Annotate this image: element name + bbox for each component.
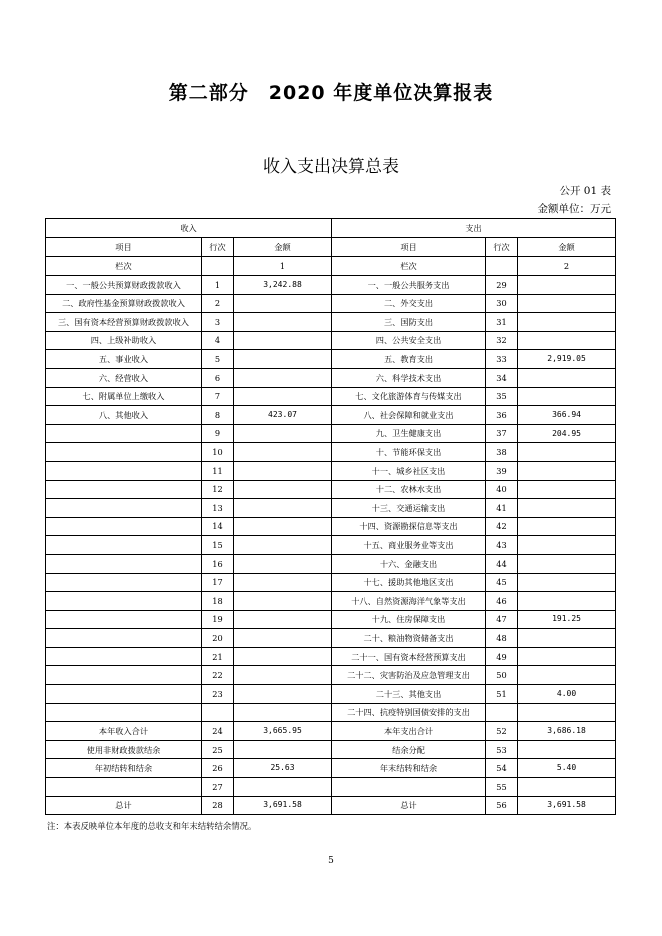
income-amount-cell	[234, 368, 332, 387]
income-item-cell	[46, 480, 202, 499]
income-row-no-cell: 17	[202, 573, 234, 592]
income-row-no-cell: 11	[202, 461, 234, 480]
expense-row-no-cell: 38	[486, 443, 518, 462]
income-row-no-cell: 23	[202, 685, 234, 704]
table-title: 收入支出决算总表	[263, 157, 399, 177]
income-row-no-cell: 1	[202, 276, 234, 295]
expense-amount-cell	[518, 480, 616, 499]
expense-amount-cell	[518, 740, 616, 759]
expense-item-cell	[332, 778, 486, 797]
expense-amount-cell: 3,686.18	[518, 722, 616, 741]
income-item-cell: 三、国有资本经营预算财政拨款收入	[46, 313, 202, 332]
income-row-no-cell: 8	[202, 406, 234, 425]
table-row	[46, 294, 616, 313]
expense-row-no-cell	[486, 703, 518, 722]
income-item-cell	[46, 443, 202, 462]
income-row-no-cell: 27	[202, 778, 234, 797]
table-row	[46, 740, 616, 759]
income-amount-cell: 3,665.95	[234, 722, 332, 741]
income-row-no-cell: 4	[202, 331, 234, 350]
income-item-cell	[46, 554, 202, 573]
expense-row-no-cell: 44	[486, 554, 518, 573]
income-row-no-cell: 7	[202, 387, 234, 406]
expense-amount-cell	[518, 573, 616, 592]
income-amount-cell: 3,691.58	[234, 796, 332, 815]
expense-col-number: 2	[518, 257, 616, 276]
income-amount-cell	[234, 387, 332, 406]
income-amount-cell	[234, 647, 332, 666]
page-number: 5	[328, 856, 334, 866]
expense-amount-cell	[518, 313, 616, 332]
expense-row-no-cell: 52	[486, 722, 518, 741]
table-row	[46, 406, 616, 425]
income-row-no-cell: 24	[202, 722, 234, 741]
income-item-cell	[46, 629, 202, 648]
expense-item-cell: 六、科学技术支出	[332, 368, 486, 387]
income-row-no-cell: 16	[202, 554, 234, 573]
expense-item-cell: 十四、资源勘探信息等支出	[332, 517, 486, 536]
income-amount-cell	[234, 666, 332, 685]
expense-row-no-cell: 37	[486, 424, 518, 443]
column-index-row	[46, 257, 616, 276]
expense-item-cell: 五、教育支出	[332, 350, 486, 369]
table-row	[46, 592, 616, 611]
unit-label: 金额单位：万元	[537, 203, 611, 215]
expense-amount-cell	[518, 387, 616, 406]
income-col-blank	[202, 257, 234, 276]
expense-item-header: 项目	[332, 238, 486, 257]
expense-row-no-cell: 31	[486, 313, 518, 332]
table-row	[46, 554, 616, 573]
income-item-cell: 使用非财政拨款结余	[46, 740, 202, 759]
income-row-no-cell: 9	[202, 424, 234, 443]
expense-row-no-cell: 43	[486, 536, 518, 555]
expense-item-cell: 八、社会保障和就业支出	[332, 406, 486, 425]
expense-item-cell: 十二、农林水支出	[332, 480, 486, 499]
income-amount-cell	[234, 536, 332, 555]
expense-item-cell: 十七、援助其他地区支出	[332, 573, 486, 592]
income-row-no-cell: 14	[202, 517, 234, 536]
income-amount-cell: 25.63	[234, 759, 332, 778]
expense-row-no-cell: 36	[486, 406, 518, 425]
income-amount-cell	[234, 740, 332, 759]
expense-item-cell: 九、卫生健康支出	[332, 424, 486, 443]
table-row	[46, 610, 616, 629]
expense-amount-cell	[518, 554, 616, 573]
expense-row-no-cell: 50	[486, 666, 518, 685]
income-amount-cell	[234, 573, 332, 592]
income-item-cell: 八、其他收入	[46, 406, 202, 425]
part-title: 第二部分 2020 年度单位决算报表	[168, 82, 494, 104]
expense-amount-cell	[518, 331, 616, 350]
expense-amount-cell: 2,919.05	[518, 350, 616, 369]
expense-row-no-cell: 33	[486, 350, 518, 369]
expense-row-no-cell: 41	[486, 499, 518, 518]
expense-amount-cell: 5.40	[518, 759, 616, 778]
income-item-cell	[46, 499, 202, 518]
expense-item-cell: 七、文化旅游体育与传媒支出	[332, 387, 486, 406]
income-amount-cell	[234, 592, 332, 611]
expense-item-cell: 一、一般公共服务支出	[332, 276, 486, 295]
income-amount-header: 金额	[234, 238, 332, 257]
expense-row-no-cell: 46	[486, 592, 518, 611]
table-row	[46, 517, 616, 536]
expense-row-no-cell: 51	[486, 685, 518, 704]
expense-item-cell: 二十二、灾害防治及应急管理支出	[332, 666, 486, 685]
income-row-no-cell: 15	[202, 536, 234, 555]
expense-col-label: 栏次	[332, 257, 486, 276]
income-item-cell	[46, 647, 202, 666]
expense-amount-cell: 366.94	[518, 406, 616, 425]
income-row-no-cell: 28	[202, 796, 234, 815]
table-row	[46, 629, 616, 648]
expense-amount-cell	[518, 778, 616, 797]
income-amount-cell	[234, 629, 332, 648]
income-item-cell: 七、附属单位上缴收入	[46, 387, 202, 406]
expense-row-no-cell: 35	[486, 387, 518, 406]
expense-row-no-cell: 34	[486, 368, 518, 387]
income-amount-cell: 423.07	[234, 406, 332, 425]
expense-amount-cell	[518, 294, 616, 313]
expense-amount-cell	[518, 276, 616, 295]
income-row-no-header: 行次	[202, 238, 234, 257]
table-row	[46, 443, 616, 462]
income-amount-cell	[234, 685, 332, 704]
expense-item-cell: 二十三、其他支出	[332, 685, 486, 704]
expense-item-cell: 四、公共安全支出	[332, 331, 486, 350]
expense-row-no-cell: 30	[486, 294, 518, 313]
expense-row-no-cell: 47	[486, 610, 518, 629]
expense-item-cell: 三、国防支出	[332, 313, 486, 332]
expense-item-cell: 十一、城乡社区支出	[332, 461, 486, 480]
income-item-cell: 二、政府性基金预算财政拨款收入	[46, 294, 202, 313]
expense-amount-header: 金额	[518, 238, 616, 257]
expense-item-cell: 本年支出合计	[332, 722, 486, 741]
table-row	[46, 331, 616, 350]
income-amount-cell	[234, 443, 332, 462]
table-row	[46, 778, 616, 797]
income-amount-cell	[234, 461, 332, 480]
expense-row-no-cell: 29	[486, 276, 518, 295]
expense-row-no-cell: 40	[486, 480, 518, 499]
expense-amount-cell	[518, 536, 616, 555]
expense-item-cell: 二十、粮油物资储备支出	[332, 629, 486, 648]
expense-amount-cell: 4.00	[518, 685, 616, 704]
income-amount-cell	[234, 350, 332, 369]
table-row	[46, 499, 616, 518]
expense-row-no-cell: 49	[486, 647, 518, 666]
expense-row-no-cell: 32	[486, 331, 518, 350]
expense-header: 支出	[332, 219, 616, 238]
expense-row-no-cell: 39	[486, 461, 518, 480]
expense-row-no-header: 行次	[486, 238, 518, 257]
income-item-cell	[46, 573, 202, 592]
income-col-label: 栏次	[46, 257, 202, 276]
income-col-number: 1	[234, 257, 332, 276]
income-item-cell: 本年收入合计	[46, 722, 202, 741]
expense-item-cell: 结余分配	[332, 740, 486, 759]
expense-item-cell: 十、节能环保支出	[332, 443, 486, 462]
table-note: 注：本表反映单位本年度的总收支和年末结转结余情况。	[47, 821, 257, 831]
income-item-cell: 年初结转和结余	[46, 759, 202, 778]
income-item-header: 项目	[46, 238, 202, 257]
table-row	[46, 573, 616, 592]
table-row	[46, 796, 616, 815]
income-item-cell: 四、上级补助收入	[46, 331, 202, 350]
expense-amount-cell: 3,691.58	[518, 796, 616, 815]
table-row	[46, 276, 616, 295]
income-amount-cell	[234, 517, 332, 536]
table-row	[46, 480, 616, 499]
table-row	[46, 387, 616, 406]
income-row-no-cell: 5	[202, 350, 234, 369]
income-row-no-cell: 21	[202, 647, 234, 666]
income-row-no-cell: 22	[202, 666, 234, 685]
expense-amount-cell	[518, 368, 616, 387]
expense-item-cell: 十八、自然资源海洋气象等支出	[332, 592, 486, 611]
income-amount-cell	[234, 313, 332, 332]
income-amount-cell	[234, 480, 332, 499]
expense-amount-cell	[518, 703, 616, 722]
expense-amount-cell: 204.95	[518, 424, 616, 443]
expense-amount-cell	[518, 629, 616, 648]
table-row	[46, 313, 616, 332]
income-amount-cell: 3,242.88	[234, 276, 332, 295]
income-item-cell	[46, 666, 202, 685]
table-row	[46, 424, 616, 443]
income-amount-cell	[234, 554, 332, 573]
income-item-cell	[46, 517, 202, 536]
expense-item-cell: 十六、金融支出	[332, 554, 486, 573]
income-item-cell: 一、一般公共预算财政拨款收入	[46, 276, 202, 295]
income-item-cell	[46, 778, 202, 797]
table-header-row	[46, 238, 616, 257]
income-amount-cell	[234, 294, 332, 313]
income-item-cell	[46, 592, 202, 611]
expense-row-no-cell: 53	[486, 740, 518, 759]
expense-amount-cell	[518, 666, 616, 685]
expense-item-cell: 二、外交支出	[332, 294, 486, 313]
table-row	[46, 536, 616, 555]
expense-amount-cell	[518, 517, 616, 536]
income-row-no-cell: 12	[202, 480, 234, 499]
expense-row-no-cell: 42	[486, 517, 518, 536]
income-row-no-cell: 13	[202, 499, 234, 518]
income-row-no-cell: 6	[202, 368, 234, 387]
expense-row-no-cell: 54	[486, 759, 518, 778]
income-item-cell: 总计	[46, 796, 202, 815]
income-item-cell: 六、经营收入	[46, 368, 202, 387]
income-amount-cell	[234, 424, 332, 443]
expense-amount-cell	[518, 592, 616, 611]
income-item-cell	[46, 461, 202, 480]
income-row-no-cell: 25	[202, 740, 234, 759]
income-item-cell	[46, 685, 202, 704]
income-row-no-cell	[202, 703, 234, 722]
income-row-no-cell: 2	[202, 294, 234, 313]
form-code: 公开 01 表	[559, 185, 611, 197]
expense-amount-cell	[518, 461, 616, 480]
income-row-no-cell: 18	[202, 592, 234, 611]
table-row	[46, 666, 616, 685]
income-row-no-cell: 19	[202, 610, 234, 629]
income-item-cell	[46, 610, 202, 629]
expense-item-cell: 十九、住房保障支出	[332, 610, 486, 629]
income-item-cell: 五、事业收入	[46, 350, 202, 369]
table-row	[46, 703, 616, 722]
income-amount-cell	[234, 703, 332, 722]
table-row	[46, 461, 616, 480]
expense-amount-cell	[518, 647, 616, 666]
expense-item-cell: 十五、商业服务业等支出	[332, 536, 486, 555]
table-row	[46, 368, 616, 387]
table-row	[46, 685, 616, 704]
expense-row-no-cell: 55	[486, 778, 518, 797]
income-amount-cell	[234, 610, 332, 629]
table-row	[46, 759, 616, 778]
expense-item-cell: 二十一、国有资本经营预算支出	[332, 647, 486, 666]
expense-row-no-cell: 56	[486, 796, 518, 815]
table-row	[46, 350, 616, 369]
expense-amount-cell	[518, 443, 616, 462]
income-item-cell	[46, 703, 202, 722]
income-amount-cell	[234, 499, 332, 518]
income-row-no-cell: 26	[202, 759, 234, 778]
expense-row-no-cell: 45	[486, 573, 518, 592]
table-row	[46, 722, 616, 741]
table-header-group-row	[46, 219, 616, 238]
expense-col-blank	[486, 257, 518, 276]
income-row-no-cell: 20	[202, 629, 234, 648]
income-row-no-cell: 10	[202, 443, 234, 462]
expense-item-cell: 总计	[332, 796, 486, 815]
expense-amount-cell: 191.25	[518, 610, 616, 629]
expense-amount-cell	[518, 499, 616, 518]
expense-row-no-cell: 48	[486, 629, 518, 648]
income-item-cell	[46, 536, 202, 555]
income-item-cell	[46, 424, 202, 443]
income-row-no-cell: 3	[202, 313, 234, 332]
expense-item-cell: 十三、交通运输支出	[332, 499, 486, 518]
expense-item-cell: 年末结转和结余	[332, 759, 486, 778]
income-amount-cell	[234, 778, 332, 797]
table-row	[46, 647, 616, 666]
income-expense-table	[45, 218, 616, 815]
expense-item-cell: 二十四、抗疫特别国债安排的支出	[332, 703, 486, 722]
income-header: 收入	[46, 219, 332, 238]
income-amount-cell	[234, 331, 332, 350]
